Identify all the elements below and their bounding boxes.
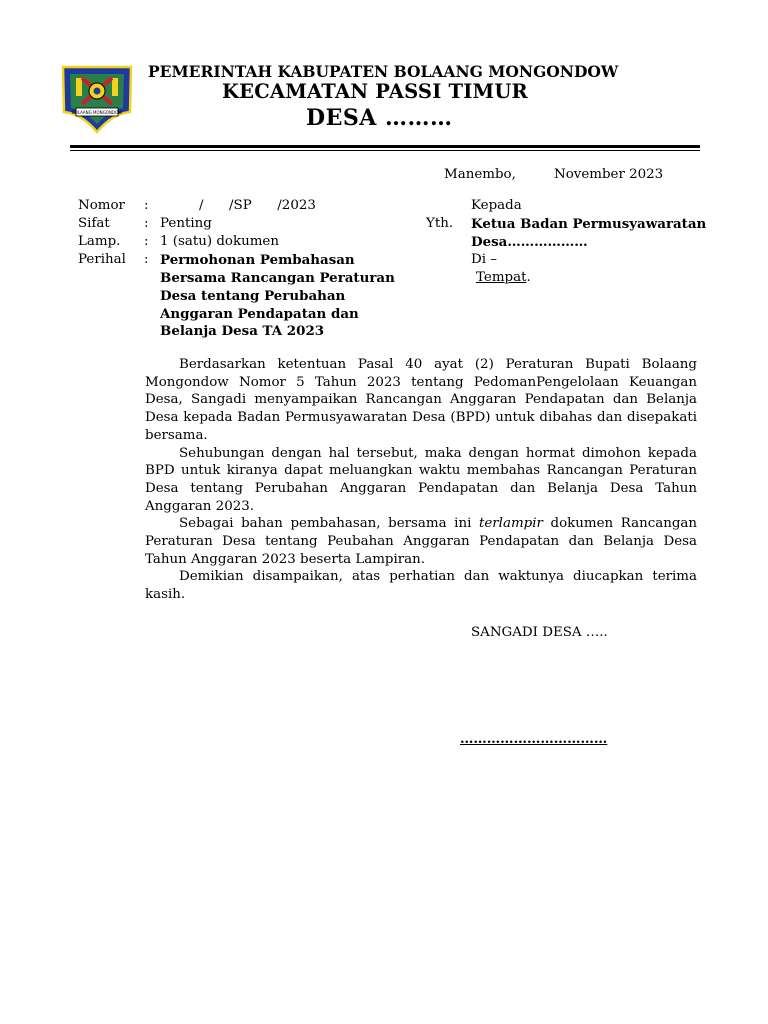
signatory-title: SANGADI DESA ….. [471,625,608,640]
recipient-name: Ketua Badan Permusyawaratan [471,216,707,232]
lamp-colon: : [144,234,149,249]
body-paragraph [145,515,697,568]
letterhead-thin-rule [70,150,700,151]
letter-date: November 2023 [554,167,664,182]
perihal-line: Bersama Rancangan Peraturan [160,270,395,286]
sifat-value: Penting [160,216,212,231]
di-label: Di – [471,252,497,267]
place: Manembo, [444,167,516,182]
kepada-label: Kepada [471,198,522,213]
yth-label: Yth. [426,216,454,231]
letterhead-government: PEMERINTAH KABUPATEN BOLAANG MONGONDOW [148,62,619,81]
tempat-period: . [526,270,531,285]
signatory-name: …………………………… [460,731,608,747]
letterhead-village: DESA ……… [306,105,453,131]
letterhead-district: KECAMATAN PASSI TIMUR [222,80,528,103]
letter-body [145,356,697,604]
coat-of-arms-icon [60,64,134,134]
lamp-label: Lamp. [78,234,121,249]
nomor-colon: : [144,198,149,213]
perihal-line: Belanja Desa TA 2023 [160,323,325,339]
recipient-name-cont: Desa……………… [471,234,588,250]
logo-banner: BOLAANG MONGONDOW [71,110,123,115]
body-text: dokumen Rancangan Peraturan Desa tentang Peubahan Anggaran Pendapatan dan Belanja Desa Tahun Anggaran 2023 beserta Lampiran. [145,516,697,567]
nomor-value: / /SP /2023 [199,198,316,213]
body-text: Sebagai bahan pembahasan, bersama ini [179,516,479,532]
tempat-text: Tempat [476,270,527,285]
body-paragraph [145,445,697,516]
letterhead-thick-rule [70,145,700,148]
lamp-value: 1 (satu) dokumen [160,234,279,249]
sifat-colon: : [144,216,149,231]
body-paragraph: Demikian disampaikan, atas perhatian dan waktunya diucapkan terima kasih. [145,569,697,603]
regency-logo [60,64,134,134]
perihal-line: Desa tentang Perubahan [160,288,346,304]
body-italic-term: terlampir [478,516,543,532]
body-paragraph: Berdasarkan ketentuan Pasal 40 ayat (2) Peraturan Bupati Bolaang Mongondow Nomor 5 Tahun 2023 tentang PedomanPengelolaan Keuangan Desa, Sangadi menyampaikan Rancangan Anggaran Pendapatan dan Belanja Desa kepada Badan Permusyawaratan Desa (BPD) untuk dibahas dan disepakati bersama. [145,357,697,443]
body-paragraph-text: Sehubungan dengan hal tersebut, maka dengan hormat dimohon kepada BPD untuk kiranya dapat meluangkan waktu membahas Rancangan Peraturan Desa tentang Perubahan Anggaran Pendapatan dan Belanja Desa Tahun Anggaran 2023. [145,445,697,514]
tempat-line [476,269,531,287]
perihal-label: Perihal [78,252,126,267]
perihal-line: Permohonan Pembahasan [160,252,355,268]
perihal-colon: : [144,252,149,267]
sifat-label: Sifat [78,216,110,231]
perihal-line: Anggaran Pendapatan dan [160,306,359,322]
nomor-label: Nomor [78,198,125,213]
